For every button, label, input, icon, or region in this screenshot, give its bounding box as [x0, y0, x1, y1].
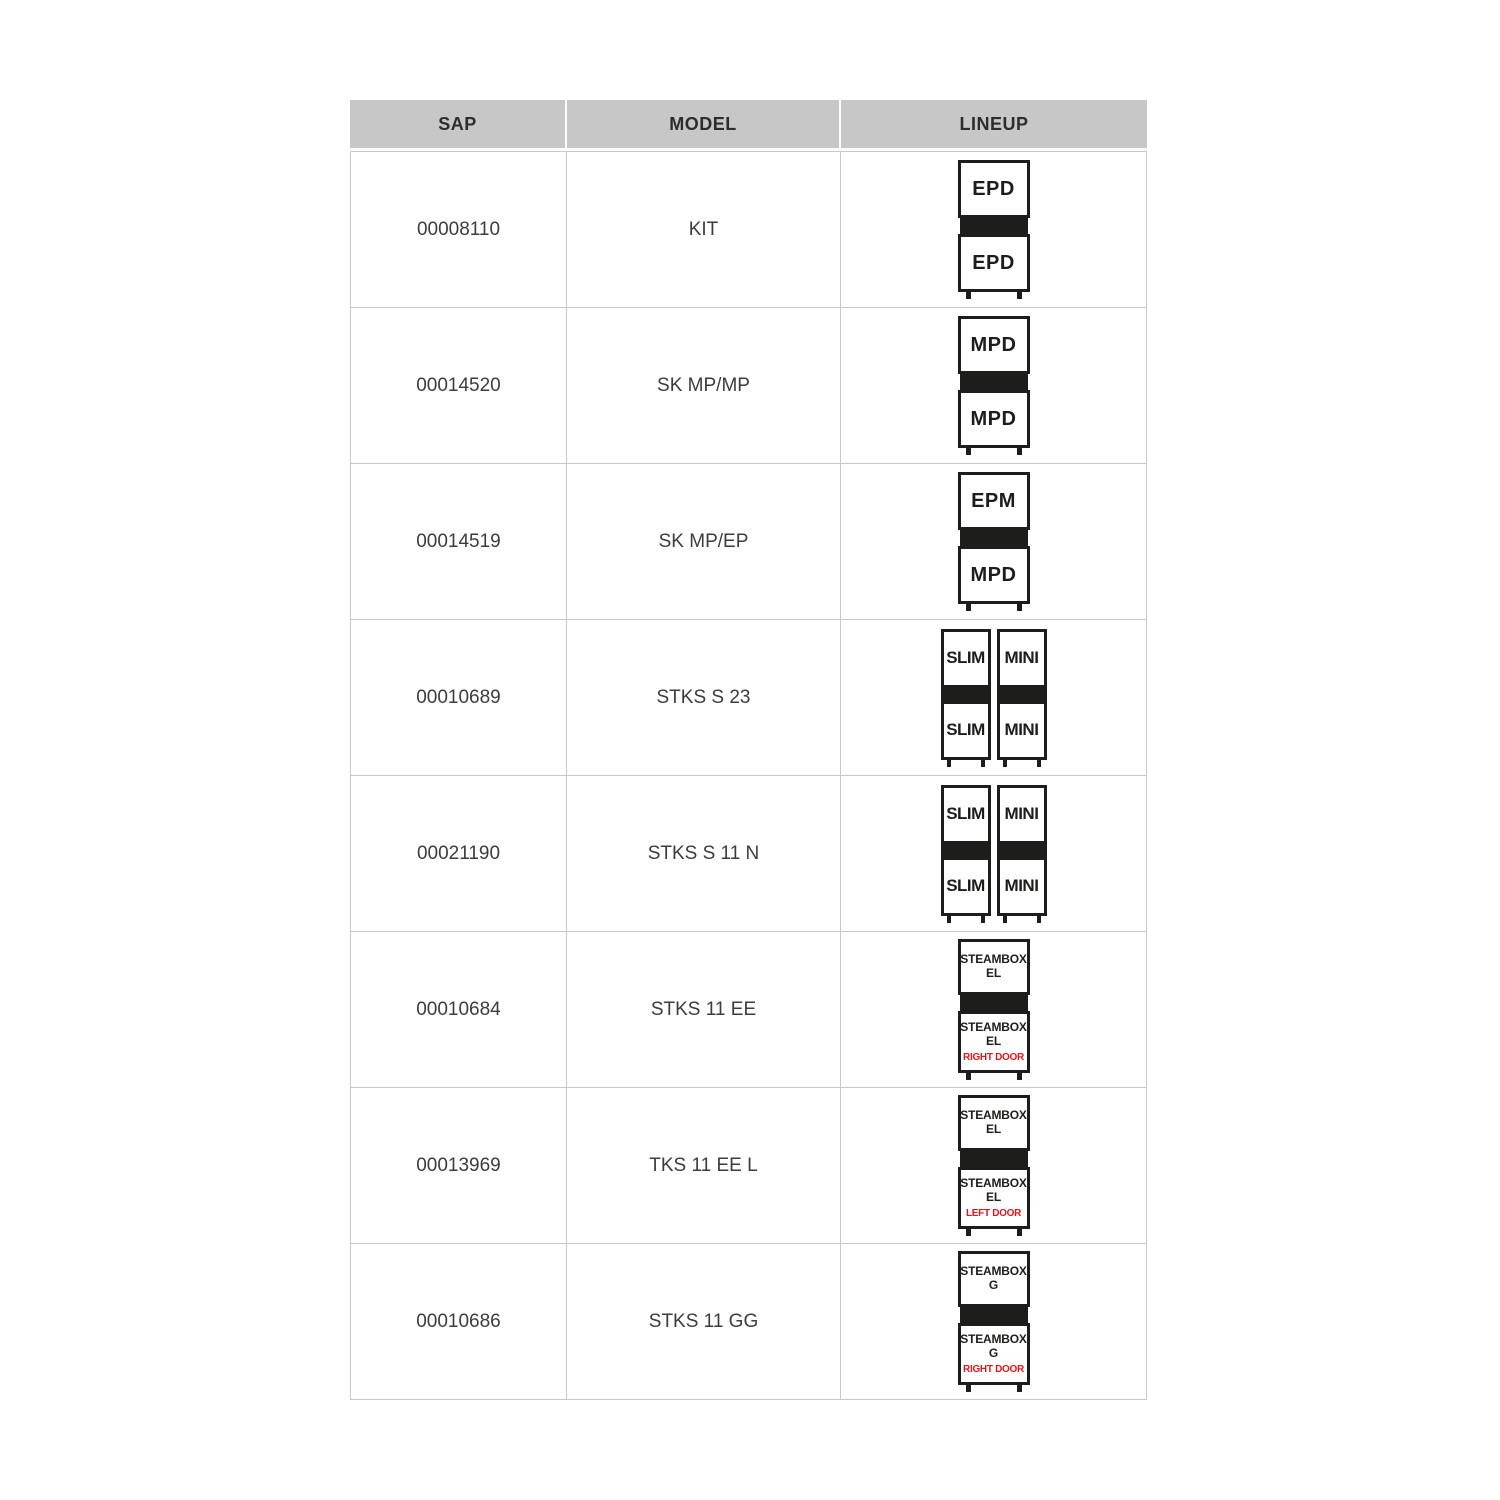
- unit-stack: [958, 472, 1030, 611]
- column-header-lineup: LINEUP: [841, 100, 1147, 148]
- unit-label: MINI: [1004, 720, 1039, 739]
- stack-leg-right: [981, 916, 985, 923]
- sap-cell: 00013969: [351, 1088, 567, 1244]
- lineup-cell: [841, 1244, 1147, 1400]
- table-row: [351, 1244, 1147, 1400]
- unit-stack: [941, 629, 991, 767]
- stack-leg-left: [966, 1229, 971, 1236]
- lineup-diagram: [958, 472, 1030, 611]
- lineup-cell: [841, 776, 1147, 932]
- unit-label: EL: [986, 1034, 1001, 1048]
- table-row: [351, 308, 1147, 464]
- stack-legs: [947, 760, 985, 767]
- stack-leg-left: [966, 448, 971, 455]
- unit-box-top: [958, 316, 1030, 374]
- table-row: [351, 152, 1147, 308]
- stack-connector-band: [997, 844, 1047, 857]
- unit-label: EPD: [972, 251, 1015, 274]
- stack-leg-right: [1037, 916, 1041, 923]
- unit-box-top: [958, 939, 1030, 995]
- stack-leg-right: [981, 760, 985, 767]
- table-row: [351, 464, 1147, 620]
- unit-label: STEAMBOX: [960, 1264, 1027, 1279]
- unit-box-bottom: [941, 857, 991, 916]
- stack-legs: [966, 292, 1022, 299]
- stack-connector-band: [960, 995, 1028, 1011]
- model-cell: STKS 11 GG: [567, 1244, 841, 1400]
- stack-legs: [966, 604, 1022, 611]
- unit-box-top: [958, 1095, 1030, 1151]
- model-cell: STKS S 11 N: [567, 776, 841, 932]
- lineup-diagram: [941, 785, 1047, 923]
- lineup-diagram: [958, 316, 1030, 455]
- sap-cell: 00008110: [351, 152, 567, 308]
- unit-box-top: [958, 1251, 1030, 1307]
- stack-connector-band: [941, 688, 991, 701]
- stack-legs: [947, 916, 985, 923]
- stack-connector-band: [960, 218, 1028, 234]
- product-lineup-table: [350, 100, 1147, 1400]
- stack-leg-right: [1017, 292, 1022, 299]
- lineup-cell: [841, 620, 1147, 776]
- model-cell: SK MP/EP: [567, 464, 841, 620]
- stack-connector-band: [997, 688, 1047, 701]
- unit-box-bottom: [958, 1011, 1030, 1073]
- unit-box-top: [997, 629, 1047, 688]
- unit-label: STEAMBOX: [960, 952, 1027, 967]
- unit-box-top: [958, 472, 1030, 530]
- column-header-model: MODEL: [567, 100, 841, 148]
- unit-box-bottom: [958, 1323, 1030, 1385]
- stack-leg-right: [1017, 604, 1022, 611]
- unit-label: SLIM: [946, 648, 985, 667]
- stack-legs: [966, 1073, 1022, 1080]
- lineup-diagram: [941, 629, 1047, 767]
- stack-legs: [1003, 916, 1041, 923]
- lineup-diagram: [958, 160, 1030, 299]
- unit-label: SLIM: [946, 876, 985, 895]
- model-cell: TKS 11 EE L: [567, 1088, 841, 1244]
- unit-stack: [958, 939, 1030, 1080]
- lineup-diagram: [958, 1095, 1030, 1236]
- unit-label: STEAMBOX: [960, 1176, 1027, 1191]
- unit-box-top: [997, 785, 1047, 844]
- stack-leg-right: [1017, 1073, 1022, 1080]
- table-row: [351, 776, 1147, 932]
- unit-box-top: [941, 785, 991, 844]
- sap-cell: 00010684: [351, 932, 567, 1088]
- stack-leg-left: [966, 292, 971, 299]
- unit-label: MPD: [970, 563, 1017, 586]
- lineup-cell: [841, 464, 1147, 620]
- door-position-label: LEFT DOOR: [965, 1207, 1022, 1219]
- table-row: [351, 932, 1147, 1088]
- unit-box-bottom: [958, 390, 1030, 448]
- table-row: [351, 1088, 1147, 1244]
- stack-leg-left: [947, 916, 951, 923]
- sap-cell: 00021190: [351, 776, 567, 932]
- sap-cell: 00010686: [351, 1244, 567, 1400]
- unit-box-top: [958, 160, 1030, 218]
- lineup-diagram: [958, 1251, 1030, 1392]
- lineup-cell: [841, 308, 1147, 464]
- unit-box-top: [941, 629, 991, 688]
- unit-stack: [958, 1095, 1030, 1236]
- sap-cell: 00014519: [351, 464, 567, 620]
- table-body: [350, 151, 1147, 1400]
- unit-stack: [997, 629, 1047, 767]
- unit-label: STEAMBOX: [960, 1020, 1027, 1035]
- unit-label: G: [988, 1346, 999, 1360]
- unit-label: SLIM: [946, 720, 985, 739]
- unit-label: MPD: [970, 333, 1017, 356]
- table-row: [351, 620, 1147, 776]
- unit-box-bottom: [958, 234, 1030, 292]
- unit-label: MINI: [1004, 804, 1039, 823]
- stack-leg-right: [1017, 1229, 1022, 1236]
- unit-stack: [958, 1251, 1030, 1392]
- door-position-label: RIGHT DOOR: [963, 1051, 1024, 1063]
- unit-label: MPD: [970, 407, 1017, 430]
- sap-cell: 00014520: [351, 308, 567, 464]
- stack-legs: [1003, 760, 1041, 767]
- lineup-diagram: [958, 939, 1030, 1080]
- stack-leg-left: [966, 1073, 971, 1080]
- unit-label: STEAMBOX: [960, 1332, 1027, 1347]
- stack-connector-band: [941, 844, 991, 857]
- stack-leg-left: [966, 1385, 971, 1392]
- unit-label: MINI: [1004, 648, 1039, 667]
- unit-label: EL: [986, 1190, 1001, 1204]
- unit-label: MINI: [1004, 876, 1039, 895]
- stack-legs: [966, 448, 1022, 455]
- stack-leg-left: [947, 760, 951, 767]
- lineup-cell: [841, 932, 1147, 1088]
- model-cell: KIT: [567, 152, 841, 308]
- unit-label: STEAMBOX: [960, 1108, 1027, 1123]
- unit-label: EL: [986, 1122, 1001, 1136]
- unit-stack: [997, 785, 1047, 923]
- stack-legs: [966, 1229, 1022, 1236]
- stack-leg-left: [1003, 916, 1007, 923]
- unit-label: EPM: [971, 489, 1016, 512]
- stack-connector-band: [960, 374, 1028, 390]
- stack-connector-band: [960, 1307, 1028, 1323]
- stack-legs: [966, 1385, 1022, 1392]
- stack-leg-left: [1003, 760, 1007, 767]
- unit-stack: [941, 785, 991, 923]
- lineup-cell: [841, 152, 1147, 308]
- unit-box-bottom: [941, 701, 991, 760]
- unit-box-bottom: [997, 701, 1047, 760]
- unit-label: G: [988, 1278, 999, 1292]
- unit-stack: [958, 160, 1030, 299]
- model-cell: SK MP/MP: [567, 308, 841, 464]
- stack-connector-band: [960, 530, 1028, 546]
- stack-leg-right: [1017, 1385, 1022, 1392]
- sap-cell: 00010689: [351, 620, 567, 776]
- lineup-cell: [841, 1088, 1147, 1244]
- unit-box-bottom: [958, 1167, 1030, 1229]
- unit-stack: [958, 316, 1030, 455]
- stack-connector-band: [960, 1151, 1028, 1167]
- unit-box-bottom: [958, 546, 1030, 604]
- door-position-label: RIGHT DOOR: [963, 1363, 1024, 1375]
- model-cell: STKS 11 EE: [567, 932, 841, 1088]
- unit-box-bottom: [997, 857, 1047, 916]
- stack-leg-right: [1017, 448, 1022, 455]
- column-header-sap: SAP: [350, 100, 567, 148]
- unit-label: EPD: [972, 177, 1015, 200]
- model-cell: STKS S 23: [567, 620, 841, 776]
- unit-label: EL: [986, 966, 1001, 980]
- stack-leg-right: [1037, 760, 1041, 767]
- table-header-row: [350, 100, 1147, 148]
- unit-label: SLIM: [946, 804, 985, 823]
- stack-leg-left: [966, 604, 971, 611]
